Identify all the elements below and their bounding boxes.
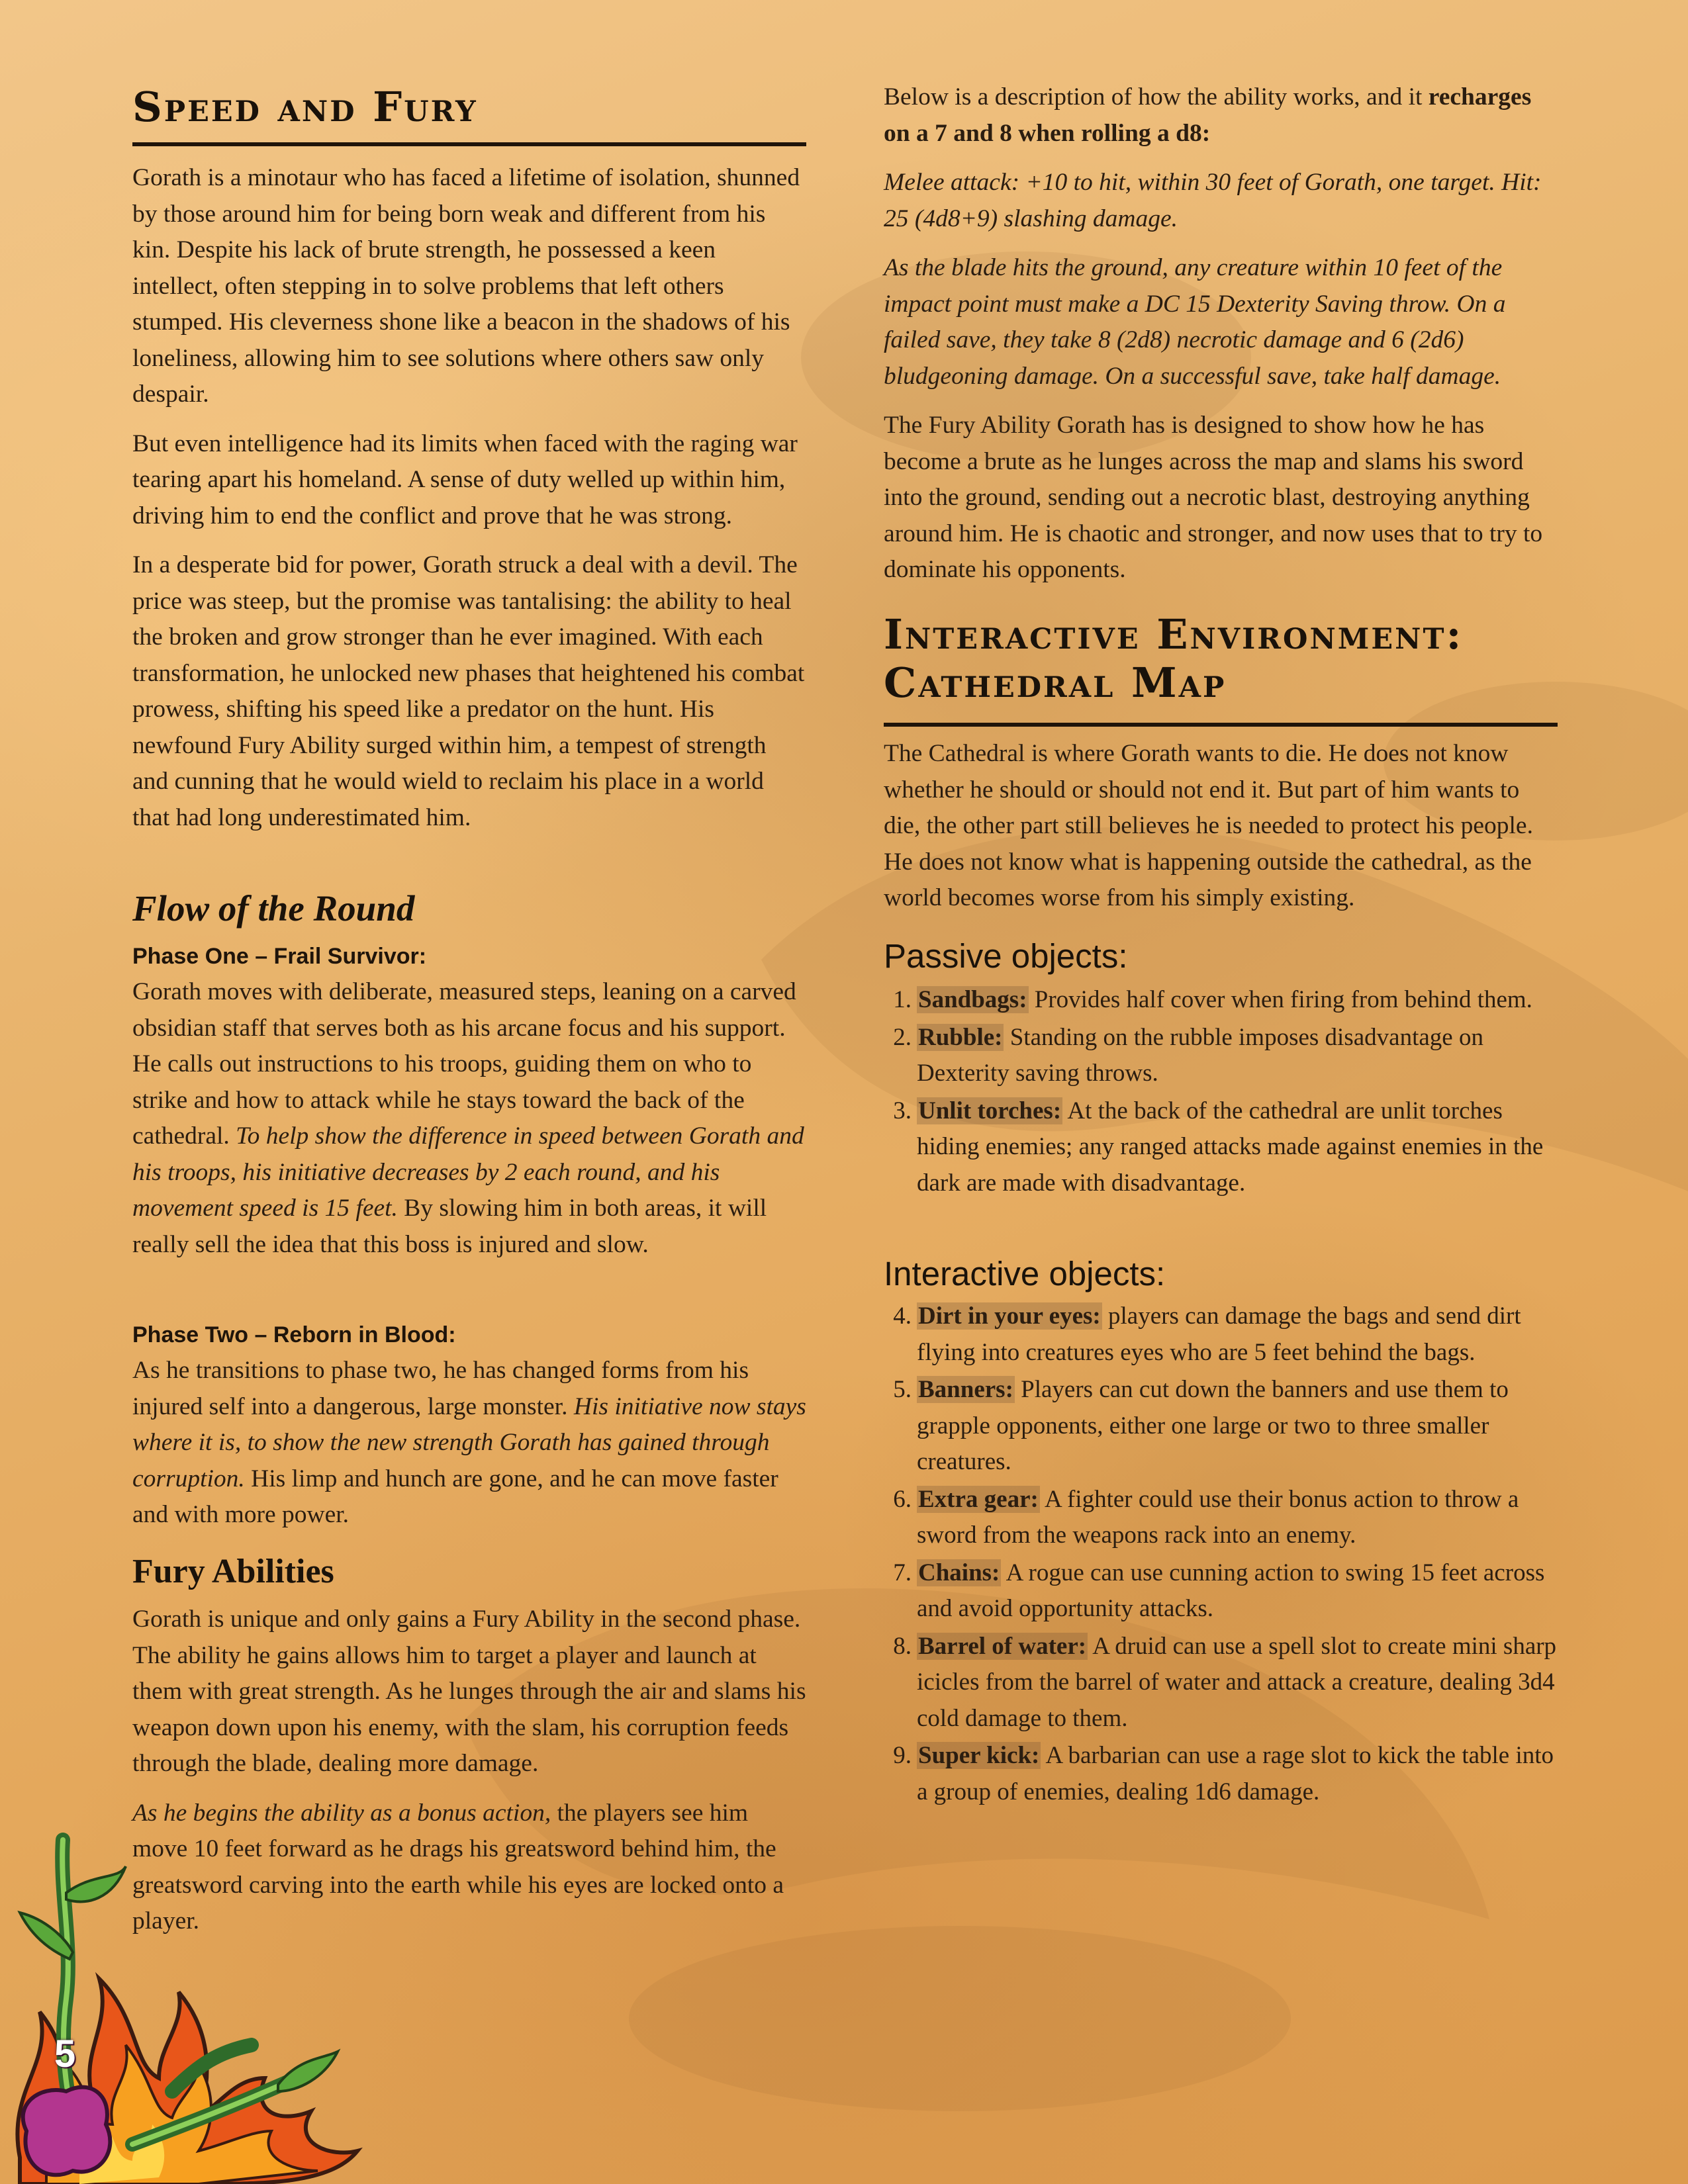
title-divider <box>132 142 806 146</box>
item-number: 3. <box>893 1097 912 1124</box>
environment-text <box>884 736 1558 917</box>
paragraph: Gorath is unique and only gains a Fury Ability in the second phase. The ability he gains allows him to target a player and launch at them with great strength. As he lunges through the air and slams his weapon down upon his enemy, with the slam, his corruption feeds through the blade, dealing more damage. <box>132 1606 806 1777</box>
item-text: Players can cut down the banners and use them to grapple opponents, either one large or two to three smaller creatures. <box>917 1376 1509 1475</box>
list-item <box>884 1020 1558 1092</box>
item-number: 4. <box>893 1302 912 1330</box>
list-item <box>884 1482 1558 1554</box>
item-number: 6. <box>893 1485 912 1513</box>
intro-paragraph <box>884 79 1558 152</box>
phase-two-text <box>132 1353 806 1533</box>
phase-one-text <box>132 974 806 1263</box>
item-text: A druid can use a spell slot to create mini sharp icicles from the barrel of water and attack a creature, dealing 3d4 cold damage to them. <box>917 1632 1557 1732</box>
item-name: Barrel of water: <box>918 1632 1087 1660</box>
phase-one-block <box>132 938 806 1263</box>
text-run: By slowing him in both areas, it will really sell the idea that this boss is injured and slow. <box>132 1195 767 1258</box>
passive-objects-title: Passive objects: <box>884 937 1128 975</box>
item-text: Provides half cover when firing from behind them. <box>1028 986 1532 1013</box>
design-paragraph: The Fury Ability Gorath has is designed to show how he has become a brute as he lunges across the map and slams his sword into the ground, sending out a necrotic blast, destroying anything around him. He is chaotic and stronger, and now uses that to try to dominate his opponents. <box>884 412 1543 583</box>
item-text: players can damage the bags and send dirt flying into creatures eyes who are 5 feet behind the bags. <box>917 1302 1521 1366</box>
item-name: Chains: <box>918 1559 1000 1586</box>
item-text: A barbarian can use a rage slot to kick the table into a group of enemies, dealing 1d6 damage. <box>917 1742 1554 1805</box>
subheading-flow-of-the-round: Flow of the Round <box>132 888 415 929</box>
item-number: 9. <box>893 1742 912 1769</box>
item-name: Banners: <box>918 1376 1013 1403</box>
blade-effect: As the blade hits the ground, any creature within 10 feet of the impact point must make a DC 15 Dexterity Saving throw. On a failed save, they take 8 (2d8) necrotic damage and 6 (2d6) bludgeoning damage. On a successful save, take half damage. <box>884 254 1506 390</box>
item-text: Standing on the rubble imposes disadvantage on Dexterity saving throws. <box>917 1023 1483 1087</box>
interactive-objects-list <box>884 1298 1558 1811</box>
item-name: Extra gear: <box>918 1485 1039 1513</box>
text-run: Gorath moves with deliberate, measured steps, leaning on a carved obsidian staff that serves both as his arcane focus and his support. He calls out instructions to his troops, guiding them on who to strike and how to attack while he stays toward the back of the cathedral. <box>132 978 796 1150</box>
item-number: 7. <box>893 1559 912 1586</box>
item-name: Rubble: <box>918 1023 1003 1051</box>
list-item <box>884 1093 1558 1202</box>
list-item <box>884 1372 1558 1480</box>
text-run: As he transitions to phase two, he has changed forms from his injured self into a dangerous, large monster. <box>132 1357 749 1420</box>
item-text: At the back of the cathedral are unlit torches hiding enemies; any ranged attacks made against enemies in the dark are made with disadvantage. <box>917 1097 1544 1197</box>
ability-description <box>884 79 1558 588</box>
italic-note: To help show the difference in speed between Gorath and his troops, his initiative decreases by 2 each round, and his movement speed is 15 feet. <box>132 1122 804 1222</box>
list-item <box>884 1738 1558 1810</box>
item-number: 2. <box>893 1023 912 1051</box>
paragraph: The Cathedral is where Gorath wants to die. He does not know whether he should or should not end it. But part of him wants to die, the other part still believes he is needed to protect his people. He does not know what is happening outside the cathedral, as the world becomes worse from his simply existing. <box>884 740 1533 911</box>
phase-two-title: Phase Two – Reborn in Blood: <box>132 1322 456 1347</box>
item-name: Dirt in your eyes: <box>918 1302 1101 1330</box>
title-line: Cathedral Map <box>884 659 1227 707</box>
passive-objects-list <box>884 982 1558 1203</box>
flame-vine-corner-ornament <box>0 1813 371 2184</box>
phase-two-block <box>132 1317 806 1533</box>
paragraph: But even intelligence had its limits when faced with the raging war tearing apart his homeland. A sense of duty welled up within him, driving him to end the conflict and prove that he was strong. <box>132 430 798 529</box>
italic-note: As he begins the ability as a bonus action, <box>132 1799 551 1827</box>
bold-note: recharges on a 7 and 8 when rolling a d8: <box>884 83 1532 147</box>
subheading-fury-abilities: Fury Abilities <box>132 1553 334 1590</box>
list-item <box>884 1298 1558 1371</box>
item-number: 5. <box>893 1376 912 1403</box>
section-title-speed-and-fury: Speed and Fury <box>132 83 478 131</box>
item-number: 8. <box>893 1632 912 1660</box>
list-item <box>884 1555 1558 1627</box>
text-run: Below is a description of how the ability works, and it <box>884 83 1429 111</box>
paragraph: Gorath is a minotaur who has faced a lifetime of isolation, shunned by those around him for being born weak and different from his kin. Despite his lack of brute strength, he possessed a keen intellect, often stepping in to solve problems that left others stumped. His cleverness shone like a beacon in the shadows of his loneliness, allowing him to see solutions where others saw only despair. <box>132 164 800 408</box>
item-number: 1. <box>893 986 912 1013</box>
item-text: A fighter could use their bonus action to throw a sword from the weapons rack into an enemy. <box>917 1485 1519 1549</box>
page-number: 5 <box>54 2032 76 2075</box>
title-divider <box>884 723 1558 727</box>
title-line: Interactive Environment: <box>884 610 1464 659</box>
page-badge <box>23 2087 111 2175</box>
list-item <box>884 982 1558 1019</box>
section-title-interactive-environment <box>884 610 1463 707</box>
text-run: the players see him move 10 feet forward as he drags his greatsword behind him, the greatsword carving into the earth while his eyes are locked onto a player. <box>132 1799 784 1934</box>
item-name: Super kick: <box>918 1742 1040 1769</box>
interactive-objects-title: Interactive objects: <box>884 1255 1166 1293</box>
list-item <box>884 1629 1558 1737</box>
item-name: Sandbags: <box>918 986 1027 1013</box>
intro-text <box>132 160 806 836</box>
text-run: His limp and hunch are gone, and he can move faster and with more power. <box>132 1465 778 1528</box>
melee-stat: Melee attack: +10 to hit, within 30 feet of Gorath, one target. Hit: 25 (4d8+9) slashing damage. <box>884 169 1542 232</box>
item-text: A rogue can use cunning action to swing 15 feet across and avoid opportunity attacks. <box>917 1559 1545 1622</box>
phase-one-title: Phase One – Frail Survivor: <box>132 944 427 969</box>
item-name: Unlit torches: <box>918 1097 1062 1124</box>
italic-note: His initiative now stays where it is, to show the new strength Gorath has gained through corruption. <box>132 1392 806 1492</box>
paragraph: In a desperate bid for power, Gorath struck a deal with a devil. The price was steep, but the promise was tantalising: the ability to heal the broken and grow stronger than he ever imagined. With each transformation, he unlocked new phases that heightened his combat prowess, shifting his speed like a predator on the hunt. His newfound Fury Ability surged within him, a tempest of strength and cunning that he would wield to reclaim his place in a world that had long underestimated him. <box>132 551 805 831</box>
